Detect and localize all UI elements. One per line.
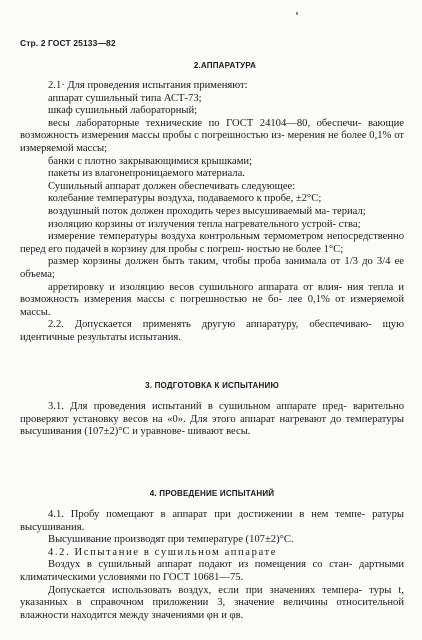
section-3-title: 3. ПОДГОТОВКА К ИСПЫТАНИЮ [145, 381, 279, 390]
req-measurement: измерение температуры воздуха контрольным термометром непосредственно перед его подачей в корзину для пробы с погреш- ностью не более 1°С; [20, 231, 404, 255]
item-dryer: аппарат сушильный типа АСТ-73; [48, 92, 202, 104]
para-4-1: 4.1. Пробу помещают в аппарат при достижении в нем темпе- ратуры высушивания. [20, 509, 404, 533]
para-air-supply: Воздух в сушильный аппарат подают из помещения со стан- дартными климатическими условиями по ГОСТ 10681—75. [20, 559, 404, 583]
page-header: Стр. 2 ГОСТ 25133—82 [20, 38, 116, 48]
req-arrest: арретировку и изоляцию весов сушильного аппарата от влия- ния тепла и возможность измерения массы с погрешностью не бо- лее 0,1% от измеряемой массы. [20, 281, 404, 318]
para-dryer-requirements: Сушильный аппарат должен обеспечивать следующее: [48, 180, 296, 192]
para-3-1: 3.1. Для проведения испытаний в сушильном аппарате пред- варительно проверяют установку весов на «0». Для этого аппарат нагревают до температуры высушивания (107±2)°С и уравнове- шивают весы. [20, 401, 404, 438]
item-bags: пакеты из влагонепроницаемого материала. [48, 168, 245, 180]
scan-speck [296, 12, 298, 15]
para-drying-temperature: Высушивание производят при температуре (107±2)°С. [48, 534, 294, 546]
section-2-title: 2.АППАРАТУРА [193, 61, 257, 70]
item-scales: весы лабораторные технические по ГОСТ 24104—80, обеспечи- вающие возможность измерения массы пробы с погрешностью из- мерения не более 0,1% от измеряемой массы; [20, 117, 404, 154]
req-insulation: изоляцию корзины от излучения тепла нагревательного устрой- ства; [48, 218, 361, 230]
item-jars: банки с плотно закрывающимися крышками; [48, 155, 253, 167]
section-4-title: 4. ПРОВЕДЕНИЕ ИСПЫТАНИЙ [149, 489, 275, 498]
section-3 [20, 380, 404, 439]
section-4 [20, 488, 404, 622]
req-temperature: колебание температуры воздуха, подаваемого к пробе, ±2°С; [48, 193, 322, 205]
item-cabinet: шкаф сушильный лабораторный; [48, 105, 198, 117]
req-basket-size: размер корзины должен быть таким, чтобы проба занимала от 1/3 до 3/4 ее объема; [20, 256, 404, 280]
section-2 [20, 60, 404, 344]
para-2-1: 2.1· Для проведения испытания применяют: [48, 80, 248, 91]
req-airflow: воздушный поток должен проходить через высушиваемый ма- териал; [48, 205, 366, 217]
para-air-humidity: Допускается использовать воздух, если при значениях темпера- туры t, указанных в справочном приложении 3, значение величины относительной влажности находится между значениями φн и φв. [20, 584, 404, 621]
para-2-2: 2.2. Допускается применять другую аппаратуру, обеспечиваю- щую идентичные результаты испытания. [20, 319, 404, 343]
para-4-2-heading: 4.2. Испытание в сушильном аппарате [48, 546, 278, 558]
